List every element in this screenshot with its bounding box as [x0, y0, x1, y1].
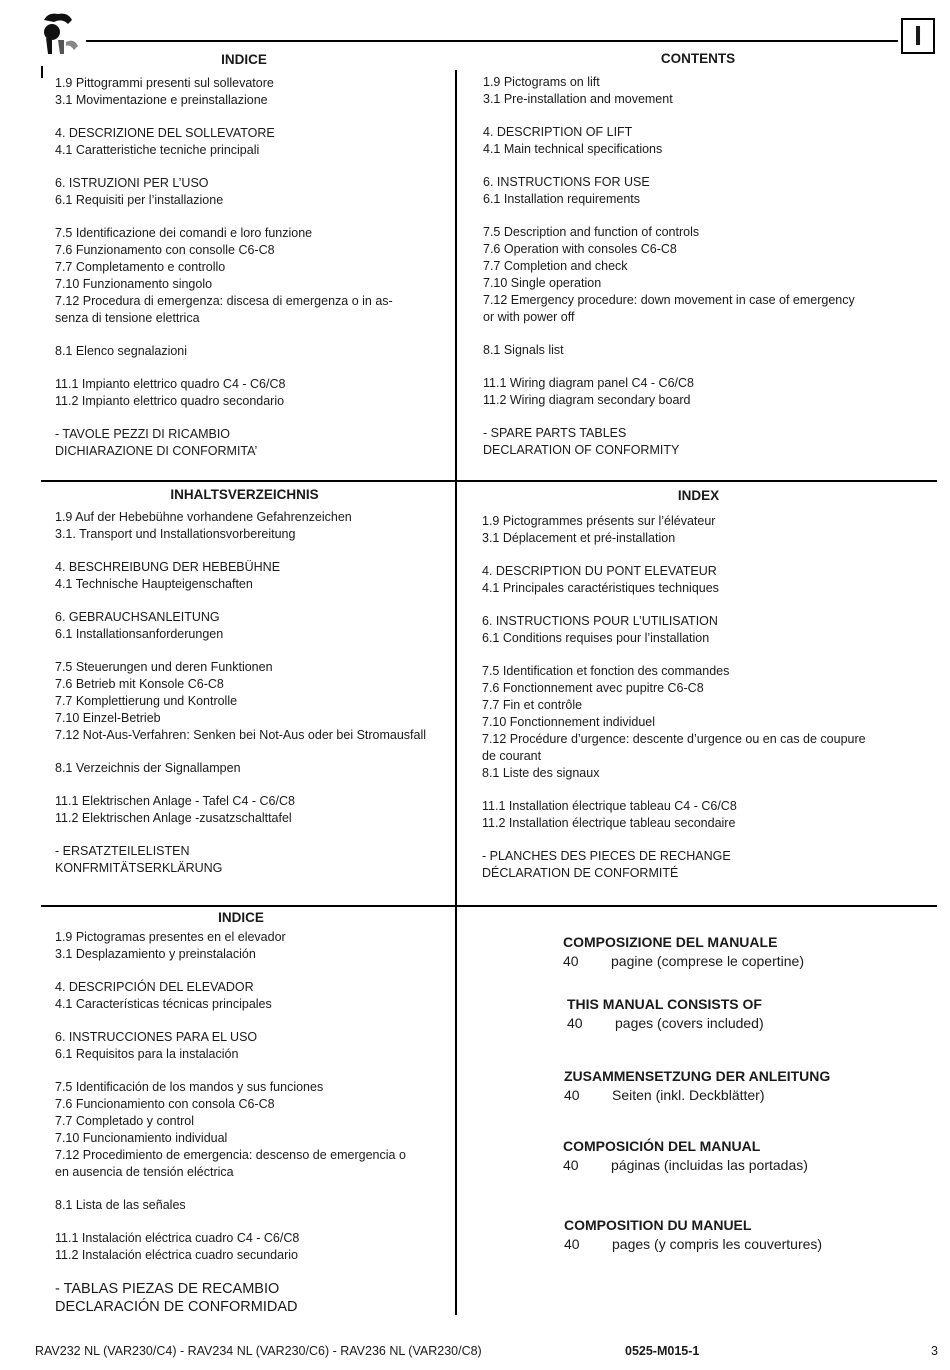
toc-line: 7.12 Procedimiento de emergencia: descenso de emergencia o: [55, 1148, 406, 1162]
toc-line: 4. DESCRIZIONE DEL SOLLEVATORE: [55, 126, 275, 140]
toc-title: INDICE: [221, 52, 267, 67]
toc-group: [482, 513, 927, 547]
toc-line: 6. INSTRUCCIONES PARA EL USO: [55, 1030, 258, 1044]
composition-french: [564, 1216, 904, 1254]
toc-line: 6.1 Installation requirements: [483, 192, 641, 206]
toc-line: 3.1 Desplazamiento y preinstalación: [55, 947, 256, 961]
toc-german: [55, 487, 450, 893]
pages-label: pages (y compris les couvertures): [612, 1236, 823, 1252]
composition-italian: [563, 933, 903, 971]
toc-line: 7.5 Identification et fonction des commandes: [482, 664, 730, 678]
toc-line: 11.1 Installation électrique tableau C4 - C6/C8: [482, 799, 737, 813]
toc-group: [483, 174, 923, 208]
toc-line: 8.1 Lista de las señales: [55, 1198, 186, 1212]
toc-line: 7.12 Procédure d’urgence: descente d’urgence ou en cas de coupure: [482, 732, 866, 746]
toc-group: [55, 929, 450, 963]
toc-line: 6.1 Installationsanforderungen: [55, 627, 224, 641]
footer-models: RAV232 NL (VAR230/C4) - RAV234 NL (VAR230/C6) - RAV236 NL (VAR230/C8): [35, 1344, 482, 1358]
toc-line: DECLARATION OF CONFORMITY: [483, 443, 680, 457]
left-border: [41, 66, 43, 78]
toc-group: [55, 1230, 450, 1264]
toc-line: 7.10 Funcionamiento individual: [55, 1131, 228, 1145]
toc-line: 7.5 Steuerungen und deren Funktionen: [55, 660, 273, 674]
toc-line: 3.1 Pre-installation and movement: [483, 92, 673, 106]
toc-line: 3.1 Déplacement et pré-installation: [482, 531, 676, 545]
toc-group: [483, 342, 923, 359]
toc-line: - TAVOLE PEZZI DI RICAMBIO: [55, 427, 231, 441]
pages-label: páginas (incluidas las portadas): [611, 1157, 808, 1173]
toc-group: [483, 124, 923, 158]
composition-pages: [563, 951, 903, 971]
toc-group: [55, 659, 450, 744]
toc-line: 4. DESCRIPTION OF LIFT: [483, 125, 633, 139]
toc-line: or with power off: [483, 310, 575, 324]
toc-line: DECLARACIÓN DE CONFORMIDAD: [55, 1299, 298, 1315]
toc-line: 7.7 Fin et contrôle: [482, 698, 583, 712]
toc-line: 8.1 Elenco segnalazioni: [55, 344, 188, 358]
composition-title: COMPOSITION DU MANUEL: [564, 1217, 752, 1233]
toc-line: 4.1 Principales caractéristiques techniques: [482, 581, 719, 595]
toc-group: [482, 663, 927, 782]
toc-line: KONFRMITÄTSERKLÄRUNG: [55, 861, 223, 875]
toc-line: 7.10 Funzionamento singolo: [55, 277, 213, 291]
pages-label: pagine (comprese le copertine): [611, 953, 804, 969]
toc-line: 3.1 Movimentazione e preinstallazione: [55, 93, 268, 107]
toc-line: 7.7 Completion and check: [483, 259, 628, 273]
toc-line: 7.12 Procedura di emergenza: discesa di emergenza o in as-: [55, 294, 393, 308]
toc-line: 1.9 Pictograms on lift: [483, 75, 600, 89]
toc-line: 11.2 Wiring diagram secondary board: [483, 393, 691, 407]
toc-spanish: [55, 910, 450, 1316]
toc-line: 1.9 Pictogrammes présents sur l’élévateur: [482, 514, 716, 528]
toc-line: 6.1 Requisitos para la instalación: [55, 1047, 239, 1061]
toc-group: [55, 426, 445, 460]
toc-line: 7.7 Completamento e controllo: [55, 260, 226, 274]
toc-line: en ausencia de tensión eléctrica: [55, 1165, 234, 1179]
composition-german: [564, 1067, 904, 1105]
composition-pages: [564, 1234, 904, 1254]
toc-group: [55, 376, 445, 410]
composition-pages: [564, 1085, 904, 1105]
composition-pages: [563, 1155, 903, 1175]
brand-logo: [38, 10, 82, 58]
toc-line: 4.1 Caratteristiche tecniche principali: [55, 143, 260, 157]
language-indicator: I: [901, 18, 935, 54]
composition-title: COMPOSIZIONE DEL MANUALE: [563, 934, 778, 950]
toc-line: 8.1 Verzeichnis der Signallampen: [55, 761, 241, 775]
toc-group-final: [55, 1280, 450, 1316]
toc-line: 7.5 Identificación de los mandos y sus funciones: [55, 1080, 324, 1094]
toc-line: 7.10 Single operation: [483, 276, 602, 290]
toc-title: INDICE: [218, 910, 264, 925]
composition-spanish: [563, 1137, 903, 1175]
toc-line: 4.1 Main technical specifications: [483, 142, 663, 156]
toc-line: 7.6 Funzionamento con consolle C6-C8: [55, 243, 275, 257]
toc-group: [483, 224, 923, 326]
toc-line: - ERSATZTEILELISTEN: [55, 844, 190, 858]
toc-line: 7.6 Operation with consoles C6-C8: [483, 242, 677, 256]
toc-group: [483, 425, 923, 459]
toc-line: DICHIARAZIONE DI CONFORMITA’: [55, 444, 258, 458]
toc-line: 7.6 Fonctionnement avec pupitre C6-C8: [482, 681, 704, 695]
toc-line: 6.1 Requisiti per l’installazione: [55, 193, 224, 207]
toc-group: [55, 225, 445, 327]
toc-line: 6. GEBRAUCHSANLEITUNG: [55, 610, 220, 624]
toc-line: 1.9 Auf der Hebebühne vorhandene Gefahrenzeichen: [55, 510, 352, 524]
toc-title: INDEX: [677, 488, 720, 503]
toc-line: 11.2 Instalación eléctrica cuadro secundario: [55, 1248, 298, 1262]
toc-line: 6.1 Conditions requises pour l’installation: [482, 631, 710, 645]
pages-label: Seiten (inkl. Deckblätter): [612, 1087, 765, 1103]
toc-line: 11.2 Installation électrique tableau secondaire: [482, 816, 736, 830]
toc-group: [483, 74, 923, 108]
toc-group: [55, 559, 450, 593]
toc-group: [55, 75, 445, 109]
toc-line: 11.1 Wiring diagram panel C4 - C6/C8: [483, 376, 694, 390]
toc-group: [55, 609, 450, 643]
toc-line: 7.6 Funcionamiento con consola C6-C8: [55, 1097, 275, 1111]
toc-line: 4. DESCRIPCIÓN DEL ELEVADOR: [55, 980, 254, 994]
page-count: 40: [567, 1015, 583, 1031]
row-divider-1: [41, 480, 937, 482]
page-count: 40: [563, 1157, 579, 1173]
toc-line: 8.1 Liste des signaux: [482, 766, 600, 780]
pages-label: pages (covers included): [615, 1015, 764, 1031]
toc-line: 11.2 Elektrischen Anlage -zusatzschalttafel: [55, 811, 292, 825]
toc-line: 8.1 Signals list: [483, 343, 564, 357]
composition-title: COMPOSICIÓN DEL MANUAL: [563, 1138, 761, 1154]
footer-doc-code: 0525-M015-1: [625, 1344, 700, 1358]
composition-english: [567, 995, 907, 1033]
toc-line: 7.5 Description and function of controls: [483, 225, 700, 239]
toc-group: [55, 979, 450, 1013]
toc-group: [55, 760, 450, 777]
column-divider: [455, 70, 457, 1315]
toc-title: INHALTSVERZEICHNIS: [170, 487, 319, 502]
composition-title: THIS MANUAL CONSISTS OF: [567, 996, 762, 1012]
toc-line: 1.9 Pictogramas presentes en el elevador: [55, 930, 286, 944]
toc-line: DÉCLARATION DE CONFORMITÉ: [482, 866, 679, 880]
toc-group: [55, 1197, 450, 1214]
composition-title: ZUSAMMENSETZUNG DER ANLEITUNG: [564, 1068, 831, 1084]
toc-line: 4. BESCHREIBUNG DER HEBEBÜHNE: [55, 560, 281, 574]
toc-line: 4. DESCRIPTION DU PONT ELEVATEUR: [482, 564, 717, 578]
toc-group: [55, 843, 450, 877]
toc-line: 7.6 Betrieb mit Konsole C6-C8: [55, 677, 224, 691]
toc-title: CONTENTS: [660, 51, 736, 66]
toc-line: 6. INSTRUCTIONS FOR USE: [483, 175, 650, 189]
toc-line: - PLANCHES DES PIECES DE RECHANGE: [482, 849, 731, 863]
toc-line: 6. ISTRUZIONI PER L’USO: [55, 176, 209, 190]
toc-group: [55, 509, 450, 543]
toc-line: 7.12 Emergency procedure: down movement in case of emergency: [483, 293, 855, 307]
toc-line: 7.5 Identificazione dei comandi e loro funzione: [55, 226, 313, 240]
toc-group: [482, 563, 927, 597]
toc-group: [55, 343, 445, 360]
toc-line: 7.12 Not-Aus-Verfahren: Senken bei Not-Aus oder bei Stromausfall: [55, 728, 427, 742]
toc-group: [55, 125, 445, 159]
toc-group: [482, 848, 927, 882]
page-count: 40: [564, 1236, 580, 1252]
toc-line: 6. INSTRUCTIONS POUR L’UTILISATION: [482, 614, 718, 628]
toc-line: 1.9 Pittogrammi presenti sul sollevatore: [55, 76, 274, 90]
toc-group: [55, 175, 445, 209]
toc-line: de courant: [482, 749, 542, 763]
toc-group: [55, 1029, 450, 1063]
toc-french: [482, 488, 927, 898]
toc-line: senza di tensione elettrica: [55, 311, 200, 325]
toc-group: [483, 375, 923, 409]
toc-line: 4.1 Características técnicas principales: [55, 997, 272, 1011]
toc-line: 4.1 Technische Haupteigenschaften: [55, 577, 253, 591]
toc-line: 7.7 Completado y control: [55, 1114, 194, 1128]
toc-line: - TABLAS PIEZAS DE RECAMBIO: [55, 1281, 280, 1297]
toc-line: 11.1 Elektrischen Anlage - Tafel C4 - C6/C8: [55, 794, 295, 808]
toc-line: 7.10 Einzel-Betrieb: [55, 711, 161, 725]
page-count: 40: [564, 1087, 580, 1103]
toc-english: [483, 51, 923, 475]
toc-italian: [55, 52, 445, 476]
composition-pages: [567, 1013, 907, 1033]
toc-group: [482, 613, 927, 647]
toc-line: 3.1. Transport und Installationsvorbereitung: [55, 527, 296, 541]
footer-page-number: 3: [931, 1344, 938, 1358]
header-rule: [86, 40, 898, 42]
toc-line: 11.1 Impianto elettrico quadro C4 - C6/C8: [55, 377, 286, 391]
toc-group: [55, 1079, 450, 1181]
toc-line: 7.10 Fonctionnement individuel: [482, 715, 656, 729]
toc-line: - SPARE PARTS TABLES: [483, 426, 627, 440]
row-divider-2: [41, 905, 937, 907]
toc-group: [55, 793, 450, 827]
toc-line: 11.2 Impianto elettrico quadro secondario: [55, 394, 285, 408]
toc-line: 11.1 Instalación eléctrica cuadro C4 - C6/C8: [55, 1231, 300, 1245]
page-count: 40: [563, 953, 579, 969]
toc-group: [482, 798, 927, 832]
toc-line: 7.7 Komplettierung und Kontrolle: [55, 694, 238, 708]
